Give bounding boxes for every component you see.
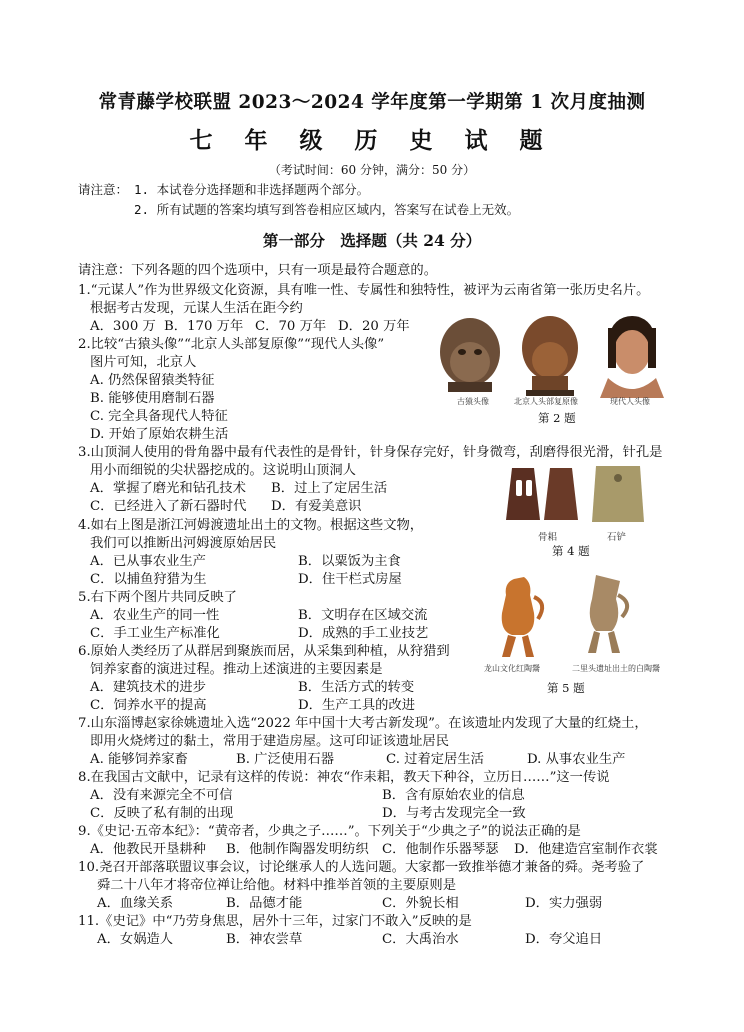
q9-option-c: C．他制作乐器琴瑟 (382, 842, 499, 857)
q11-option-a: A．女娲造人 (97, 932, 174, 947)
q8-stem: 8.在我国古文献中，记录有这样的传说：神农“作耒耜，教天下种谷，立历日……”这一传说 (78, 770, 610, 785)
q7-option-d: D. 从事农业生产 (527, 752, 626, 767)
q2-caption-modern: 现代人头像 (610, 397, 650, 406)
q4-caption-bone-spade: 骨耜 (538, 532, 558, 543)
q7-stem-line1: 7.山东淄博赵家徐姚遗址入选“2022 年中国十大考古新发现”。在该遗址内发现了大量的红烧土， (78, 716, 648, 731)
notice-2: 2. 所有试题的答案均填写到答卷相应区域内，答案写在试卷上无效。 (134, 202, 520, 217)
q4-option-c: C．以捕鱼狩猎为生 (90, 572, 207, 587)
q7-option-a: A. 能够饲养家畜 (90, 752, 188, 767)
q4-option-a: A．已从事农业生产 (90, 554, 206, 569)
q5-caption-white-pottery: 二里头遗址出土的白陶鬶 (572, 664, 660, 673)
q2-option-c: C. 完全具备现代人特征 (90, 409, 228, 424)
q5-figure-label: 第 5 题 (547, 681, 585, 695)
q3-option-b: B．过上了定居生活 (271, 481, 388, 496)
q4-option-d: D．住干栏式房屋 (298, 572, 402, 587)
q9-option-d: D．他建造宫室制作衣裳 (514, 842, 658, 857)
bone-spade-image (506, 468, 578, 520)
q3-option-d: D．有爱美意识 (271, 499, 362, 514)
q1-option-d: D．20 万年 (338, 319, 410, 334)
q2-option-d: D. 开始了原始农耕生活 (90, 427, 229, 442)
q7-option-c: C. 过着定居生活 (386, 752, 484, 767)
q5-caption-red-pottery: 龙山文化红陶鬶 (484, 664, 540, 673)
exam-info: （考试时间：60 分钟，满分：50 分） (268, 163, 476, 177)
q2-caption-peking: 北京人头部复原像 (514, 397, 578, 406)
notice-label: 请注意： (78, 182, 129, 197)
q1-option-c: C．70 万年 (255, 319, 327, 334)
q10-option-b: B．品德才能 (226, 896, 303, 911)
q6-option-a: A．建筑技术的进步 (90, 680, 206, 695)
red-pottery-gui-image (502, 577, 542, 657)
q1-option-a: A．300 万 (90, 319, 156, 334)
section-title: 第一部分 选择题（共 24 分） (262, 231, 482, 250)
q7-option-b: B. 广泛使用石器 (236, 752, 335, 767)
q5-option-a: A．农业生产的同一性 (90, 608, 220, 623)
q10-stem-line2: 舜二十八年才将帝位禅让给他。材料中推举首领的主要原则是 (97, 878, 457, 893)
q5-option-b: B．文明存在区域交流 (298, 608, 428, 623)
q6-option-b: B．生活方式的转变 (298, 680, 415, 695)
q2-stem-line1: 2.比较“古猿头像”“北京人头部复原像”“现代人头像” (78, 337, 385, 352)
modern-human-head-image (600, 316, 664, 398)
section-instruction: 请注意：下列各题的四个选项中，只有一项是最符合题意的。 (78, 263, 438, 278)
q4-artifacts-figure (500, 462, 650, 526)
q1-stem-line2: 根据考古发现，元谋人生活在距今约 (90, 301, 303, 316)
q4-caption-stone-shovel: 石铲 (607, 532, 627, 543)
q5-stem: 5.右下两个图片共同反映了 (78, 590, 237, 605)
q2-option-b: B. 能够使用磨制石器 (90, 391, 215, 406)
q3-option-c: C．已经进入了新石器时代 (90, 499, 247, 514)
q11-stem: 11.《史记》中“乃劳身焦思，居外十三年，过家门不敢入”反映的是 (78, 914, 472, 929)
q2-caption-ape: 古猿头像 (457, 397, 489, 406)
q10-option-c: C．外貌长相 (382, 896, 459, 911)
q3-option-a: A．掌握了磨光和钻孔技术 (90, 481, 246, 496)
q8-option-b: B．含有原始农业的信息 (382, 788, 525, 803)
ape-head-image (440, 318, 500, 392)
q8-option-d: D．与考古发现完全一致 (382, 806, 526, 821)
q4-stem-line1: 4.如右上图是浙江河姆渡遗址出土的文物。根据这些文物， (78, 518, 424, 533)
q1-option-b: B．170 万年 (164, 319, 244, 334)
q2-option-a: A. 仍然保留猿类特征 (90, 373, 215, 388)
q9-option-b: B．他制作陶器发明纺织 (226, 842, 369, 857)
q4-figure-label: 第 4 题 (552, 544, 590, 558)
q9-option-a: A．他教民开垦耕种 (90, 842, 206, 857)
exam-header-title: 常青藤学校联盟 2023～2024 学年度第一学期第 1 次月度抽测 (98, 92, 646, 113)
q6-stem-line2: 饲养家畜的演进过程。推动上述演进的主要因素是 (90, 662, 383, 677)
stone-shovel-image (592, 466, 644, 522)
q10-option-a: A．血缘关系 (97, 896, 174, 911)
white-pottery-gui-image (588, 575, 627, 653)
q10-stem-line1: 10.尧召开部落联盟议事会议，讨论继承人的人选问题。大家都一致推举德才兼备的舜。尧考验了 (78, 860, 645, 875)
q4-stem-line2: 我们可以推断出河姆渡原始居民 (90, 536, 277, 551)
q7-stem-line2: 即用火烧烤过的黏土，常用于建造房屋。这可印证该遗址居民 (90, 734, 450, 749)
q5-pottery-figure (484, 573, 664, 663)
q9-stem: 9.《史记·五帝本纪》：“黄帝者，少典之子……”。下列关于“少典之子”的说法正确的是 (78, 824, 581, 839)
q3-stem-line2: 用小而细锐的尖状器挖成的。这说明山顶洞人 (90, 463, 356, 478)
q6-option-d: D．生产工具的改进 (298, 698, 416, 713)
q8-option-a: A．没有来源完全不可信 (90, 788, 233, 803)
q2-figure-label: 第 2 题 (538, 411, 576, 425)
q6-option-c: C．饲养水平的提高 (90, 698, 207, 713)
q2-stem-line2: 图片可知，北京人 (90, 355, 197, 370)
notice-1: 1. 本试卷分选择题和非选择题两个部分。 (134, 182, 370, 197)
q11-option-b: B．神农尝草 (226, 932, 303, 947)
q6-stem-line1: 6.原始人类经历了从群居到聚族而居，从采集到种植，从狩猎到 (78, 644, 450, 659)
q11-option-c: C．大禹治水 (382, 932, 459, 947)
peking-man-head-image (522, 316, 578, 396)
q5-option-d: D．成熟的手工业技艺 (298, 626, 429, 641)
exam-subtitle: 七 年 级 历 史 试 题 (189, 127, 555, 154)
q11-option-d: D．夸父追日 (525, 932, 603, 947)
q3-stem-line1: 3.山顶洞人使用的骨角器中最有代表性的是骨针，针身保存完好，针身微弯，刮磨得很光滑，针孔是 (78, 445, 663, 460)
q5-option-c: C．手工业生产标准化 (90, 626, 220, 641)
q10-option-d: D．实力强弱 (525, 896, 603, 911)
q8-option-c: C．反映了私有制的出现 (90, 806, 234, 821)
q4-option-b: B．以粟饭为主食 (298, 554, 401, 569)
q1-stem-line1: 1.“元谋人”作为世界级文化资源，具有唯一性、专属性和独特性，被评为云南省第一张历史名片。 (78, 283, 650, 298)
